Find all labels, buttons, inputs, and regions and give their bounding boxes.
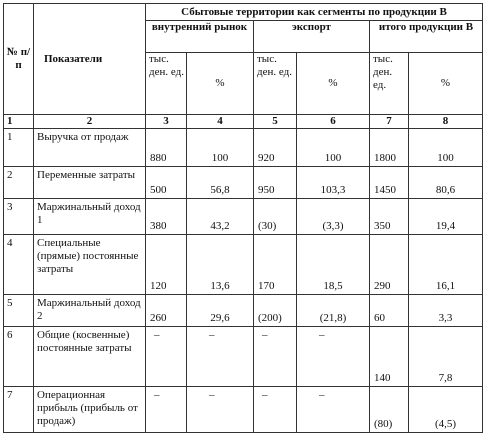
table-row (4, 199, 483, 235)
segment-table (3, 3, 483, 433)
cell-value: 100 (409, 129, 483, 167)
row-number: 4 (4, 235, 34, 295)
table-row (4, 387, 483, 433)
table-row (4, 327, 483, 387)
cell-value: 880 (146, 129, 187, 167)
row-label: Маржинальный доход 1 (34, 199, 146, 235)
row-number: 6 (4, 327, 34, 387)
cell-value: 103,3 (297, 167, 370, 199)
pct-header: % (297, 53, 370, 115)
cell-value: 500 (146, 167, 187, 199)
unit-header: тыс. ден. ед. (146, 53, 187, 115)
pct-header: % (187, 53, 254, 115)
cell-value: – (254, 387, 297, 433)
table-row (4, 295, 483, 327)
row-number: 1 (4, 129, 34, 167)
table-row (4, 235, 483, 295)
table-row (4, 167, 483, 199)
header-indicator: Показатели (34, 4, 146, 115)
column-number: 4 (187, 115, 254, 129)
cell-value: 29,6 (187, 295, 254, 327)
cell-value: (3,3) (297, 199, 370, 235)
cell-value: 380 (146, 199, 187, 235)
row-label: Специальные (прямые) постоянные затраты (34, 235, 146, 295)
cell-value: 80,6 (409, 167, 483, 199)
cell-value: 260 (146, 295, 187, 327)
cell-value: – (297, 387, 370, 433)
cell-value: (200) (254, 295, 297, 327)
cell-value: 16,1 (409, 235, 483, 295)
cell-value: 3,3 (409, 295, 483, 327)
column-number-row (4, 115, 483, 129)
cell-value: 56,8 (187, 167, 254, 199)
cell-value: 350 (370, 199, 409, 235)
cell-value: 18,5 (297, 235, 370, 295)
cell-value: – (146, 387, 187, 433)
cell-value: 43,2 (187, 199, 254, 235)
row-number: 7 (4, 387, 34, 433)
cell-value: 170 (254, 235, 297, 295)
table-row (4, 129, 483, 167)
row-label: Выручка от продаж (34, 129, 146, 167)
cell-value: 100 (297, 129, 370, 167)
cell-value: (30) (254, 199, 297, 235)
cell-value: 7,8 (409, 327, 483, 387)
cell-value: 19,4 (409, 199, 483, 235)
unit-header: тыс. ден. ед. (254, 53, 297, 115)
cell-value: (4,5) (409, 387, 483, 433)
cell-value: (21,8) (297, 295, 370, 327)
segment-header: экспорт (254, 21, 370, 53)
pct-header: % (409, 53, 483, 115)
segment-header: внутренний рынок (146, 21, 254, 53)
cell-value: 120 (146, 235, 187, 295)
cell-value: 60 (370, 295, 409, 327)
cell-value: (80) (370, 387, 409, 433)
cell-value: – (187, 327, 254, 387)
column-number: 2 (34, 115, 146, 129)
header-no: № п/п (4, 4, 34, 115)
cell-value: 1800 (370, 129, 409, 167)
cell-value: 920 (254, 129, 297, 167)
column-number: 3 (146, 115, 187, 129)
cell-value: – (254, 327, 297, 387)
header-row-title (4, 4, 483, 21)
cell-value: 1450 (370, 167, 409, 199)
column-number: 7 (370, 115, 409, 129)
segment-header: итого продукции В (370, 21, 483, 53)
unit-header: тыс. ден. ед. (370, 53, 409, 115)
row-label: Переменные затраты (34, 167, 146, 199)
cell-value: – (187, 387, 254, 433)
cell-value: 140 (370, 327, 409, 387)
column-number: 5 (254, 115, 297, 129)
row-label: Операционная прибыль (прибыль от продаж) (34, 387, 146, 433)
cell-value: 13,6 (187, 235, 254, 295)
column-number: 1 (4, 115, 34, 129)
cell-value: – (297, 327, 370, 387)
column-number: 6 (297, 115, 370, 129)
row-number: 2 (4, 167, 34, 199)
row-label: Общие (косвенные) постоянные затраты (34, 327, 146, 387)
column-number: 8 (409, 115, 483, 129)
row-number: 3 (4, 199, 34, 235)
cell-value: 100 (187, 129, 254, 167)
row-number: 5 (4, 295, 34, 327)
cell-value: 290 (370, 235, 409, 295)
header-title: Сбытовые территории как сегменты по продукции В (146, 4, 483, 21)
cell-value: 950 (254, 167, 297, 199)
row-label: Маржинальный доход 2 (34, 295, 146, 327)
cell-value: – (146, 327, 187, 387)
